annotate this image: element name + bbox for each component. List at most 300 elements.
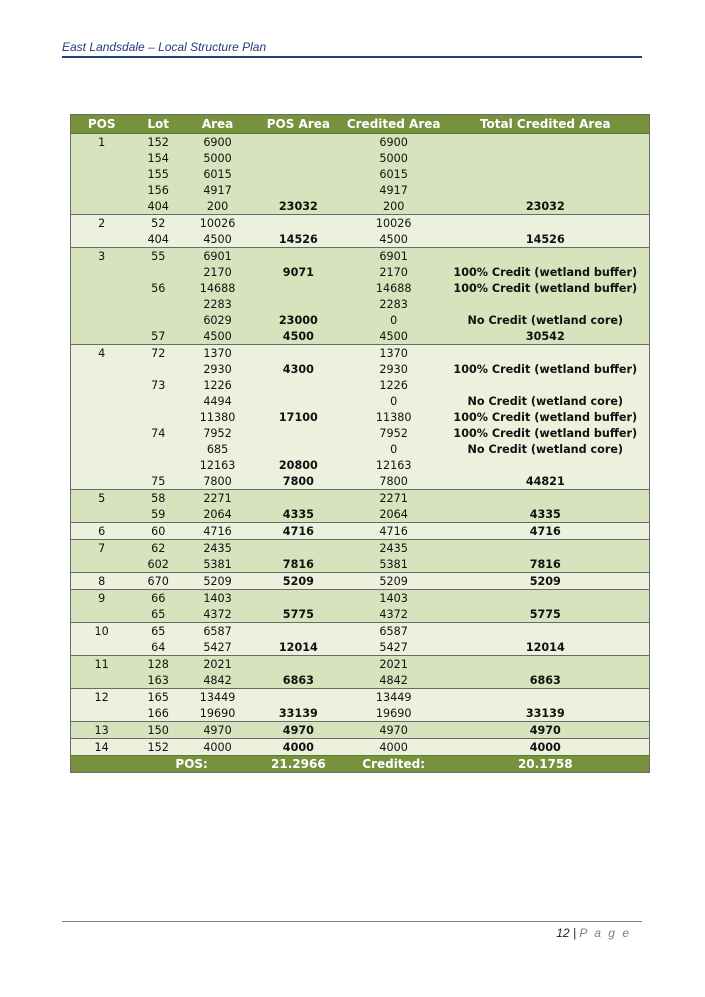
cell-credited-area: 2064 bbox=[346, 506, 442, 523]
column-header-area: Area bbox=[184, 115, 251, 134]
table-row bbox=[71, 409, 650, 425]
table-row bbox=[71, 506, 650, 523]
table-totals bbox=[71, 756, 650, 773]
cell-lot: 154 bbox=[132, 150, 184, 166]
cell-credited-area: 4917 bbox=[346, 182, 442, 198]
cell-pos-area: 12014 bbox=[251, 639, 346, 656]
cell-pos bbox=[71, 393, 133, 409]
pos-group bbox=[71, 739, 650, 756]
table-row bbox=[71, 556, 650, 573]
cell-lot: 163 bbox=[132, 672, 184, 689]
cell-pos: 11 bbox=[71, 656, 133, 673]
cell-credited-area: 0 bbox=[346, 441, 442, 457]
cell-pos: 5 bbox=[71, 490, 133, 507]
cell-pos-area: 7800 bbox=[251, 473, 346, 490]
cell-credited-area: 2271 bbox=[346, 490, 442, 507]
table-row bbox=[71, 590, 650, 607]
cell-total-credited-area: 12014 bbox=[442, 639, 650, 656]
page-footer bbox=[556, 926, 631, 940]
cell-pos-area: 9071 bbox=[251, 264, 346, 280]
cell-pos-area bbox=[251, 182, 346, 198]
total-credited-label: Credited: bbox=[346, 756, 442, 773]
cell-lot bbox=[132, 457, 184, 473]
table-row bbox=[71, 441, 650, 457]
cell-pos-area: 4000 bbox=[251, 739, 346, 756]
cell-pos bbox=[71, 264, 133, 280]
cell-total-credited-area bbox=[442, 457, 650, 473]
cell-pos bbox=[71, 457, 133, 473]
cell-credited-area: 6015 bbox=[346, 166, 442, 182]
cell-total-credited-area: 100% Credit (wetland buffer) bbox=[442, 425, 650, 441]
column-header-credited-area: Credited Area bbox=[346, 115, 442, 134]
cell-credited-area: 0 bbox=[346, 312, 442, 328]
cell-lot: 58 bbox=[132, 490, 184, 507]
cell-pos-area: 4335 bbox=[251, 506, 346, 523]
cell-area: 6587 bbox=[184, 623, 251, 640]
cell-pos-area: 17100 bbox=[251, 409, 346, 425]
cell-area: 1403 bbox=[184, 590, 251, 607]
cell-total-credited-area bbox=[442, 296, 650, 312]
pos-group bbox=[71, 656, 650, 689]
table-row bbox=[71, 689, 650, 706]
cell-pos bbox=[71, 506, 133, 523]
cell-area: 200 bbox=[184, 198, 251, 215]
table-row bbox=[71, 540, 650, 557]
table-row bbox=[71, 606, 650, 623]
cell-area: 14688 bbox=[184, 280, 251, 296]
cell-lot bbox=[132, 441, 184, 457]
column-header-lot: Lot bbox=[132, 115, 184, 134]
cell-pos bbox=[71, 182, 133, 198]
cell-credited-area: 0 bbox=[346, 393, 442, 409]
table-row bbox=[71, 134, 650, 151]
cell-credited-area: 1226 bbox=[346, 377, 442, 393]
table-row bbox=[71, 490, 650, 507]
cell-pos-area bbox=[251, 393, 346, 409]
cell-credited-area: 1403 bbox=[346, 590, 442, 607]
table-row bbox=[71, 523, 650, 540]
cell-lot: 156 bbox=[132, 182, 184, 198]
cell-area: 2283 bbox=[184, 296, 251, 312]
cell-total-credited-area bbox=[442, 540, 650, 557]
footer-rule bbox=[62, 921, 642, 922]
cell-pos: 13 bbox=[71, 722, 133, 739]
table-row bbox=[71, 150, 650, 166]
cell-lot: 72 bbox=[132, 345, 184, 362]
cell-area: 1226 bbox=[184, 377, 251, 393]
document-header-title: East Landsdale – Local Structure Plan bbox=[62, 40, 267, 54]
cell-lot: 165 bbox=[132, 689, 184, 706]
cell-pos-area bbox=[251, 689, 346, 706]
table-header bbox=[71, 115, 650, 134]
cell-area: 6901 bbox=[184, 248, 251, 265]
cell-area: 2271 bbox=[184, 490, 251, 507]
cell-pos-area bbox=[251, 377, 346, 393]
cell-pos: 7 bbox=[71, 540, 133, 557]
cell-total-credited-area bbox=[442, 150, 650, 166]
cell-pos-area: 4500 bbox=[251, 328, 346, 345]
total-credited-value: 20.1758 bbox=[442, 756, 650, 773]
cell-pos: 8 bbox=[71, 573, 133, 590]
table-row bbox=[71, 705, 650, 722]
cell-total-credited-area: 100% Credit (wetland buffer) bbox=[442, 361, 650, 377]
cell-pos bbox=[71, 150, 133, 166]
cell-total-credited-area bbox=[442, 166, 650, 182]
cell-lot: 59 bbox=[132, 506, 184, 523]
cell-total-credited-area bbox=[442, 590, 650, 607]
cell-pos bbox=[71, 198, 133, 215]
cell-area: 2930 bbox=[184, 361, 251, 377]
table-row bbox=[71, 280, 650, 296]
cell-total-credited-area: 4335 bbox=[442, 506, 650, 523]
cell-area: 12163 bbox=[184, 457, 251, 473]
cell-credited-area: 2283 bbox=[346, 296, 442, 312]
cell-pos-area: 6863 bbox=[251, 672, 346, 689]
cell-total-credited-area: No Credit (wetland core) bbox=[442, 441, 650, 457]
pos-credit-table bbox=[70, 114, 650, 773]
cell-area: 4917 bbox=[184, 182, 251, 198]
cell-credited-area: 10026 bbox=[346, 215, 442, 232]
cell-total-credited-area: 7816 bbox=[442, 556, 650, 573]
cell-lot: 60 bbox=[132, 523, 184, 540]
cell-area: 2064 bbox=[184, 506, 251, 523]
cell-pos bbox=[71, 705, 133, 722]
pos-group bbox=[71, 134, 650, 215]
cell-credited-area: 2021 bbox=[346, 656, 442, 673]
cell-lot: 66 bbox=[132, 590, 184, 607]
table-row bbox=[71, 722, 650, 739]
cell-pos-area bbox=[251, 656, 346, 673]
cell-pos bbox=[71, 639, 133, 656]
pos-group bbox=[71, 722, 650, 739]
cell-credited-area: 6901 bbox=[346, 248, 442, 265]
cell-total-credited-area bbox=[442, 345, 650, 362]
table-row bbox=[71, 639, 650, 656]
cell-area: 4842 bbox=[184, 672, 251, 689]
cell-pos bbox=[71, 441, 133, 457]
cell-credited-area: 6587 bbox=[346, 623, 442, 640]
cell-pos-area: 7816 bbox=[251, 556, 346, 573]
cell-total-credited-area: 30542 bbox=[442, 328, 650, 345]
cell-lot: 75 bbox=[132, 473, 184, 490]
cell-total-credited-area: 100% Credit (wetland buffer) bbox=[442, 409, 650, 425]
cell-lot: 152 bbox=[132, 134, 184, 151]
cell-lot bbox=[132, 264, 184, 280]
cell-total-credited-area: 6863 bbox=[442, 672, 650, 689]
table-row bbox=[71, 573, 650, 590]
cell-area: 2170 bbox=[184, 264, 251, 280]
cell-credited-area: 7800 bbox=[346, 473, 442, 490]
cell-pos: 12 bbox=[71, 689, 133, 706]
pos-group bbox=[71, 573, 650, 590]
cell-total-credited-area bbox=[442, 490, 650, 507]
cell-total-credited-area bbox=[442, 623, 650, 640]
cell-area: 5209 bbox=[184, 573, 251, 590]
cell-pos-area: 33139 bbox=[251, 705, 346, 722]
cell-area: 11380 bbox=[184, 409, 251, 425]
cell-area: 5427 bbox=[184, 639, 251, 656]
pos-group bbox=[71, 523, 650, 540]
cell-area: 6900 bbox=[184, 134, 251, 151]
cell-credited-area: 5000 bbox=[346, 150, 442, 166]
cell-credited-area: 12163 bbox=[346, 457, 442, 473]
cell-area: 19690 bbox=[184, 705, 251, 722]
cell-pos-area: 4970 bbox=[251, 722, 346, 739]
cell-lot: 52 bbox=[132, 215, 184, 232]
cell-pos-area bbox=[251, 540, 346, 557]
cell-area: 4970 bbox=[184, 722, 251, 739]
cell-pos-area: 14526 bbox=[251, 231, 346, 248]
cell-lot: 74 bbox=[132, 425, 184, 441]
cell-credited-area: 200 bbox=[346, 198, 442, 215]
cell-area: 4000 bbox=[184, 739, 251, 756]
table-row bbox=[71, 739, 650, 756]
cell-total-credited-area: No Credit (wetland core) bbox=[442, 393, 650, 409]
cell-total-credited-area bbox=[442, 689, 650, 706]
cell-credited-area: 2170 bbox=[346, 264, 442, 280]
cell-total-credited-area bbox=[442, 134, 650, 151]
cell-pos-area: 5775 bbox=[251, 606, 346, 623]
cell-credited-area: 19690 bbox=[346, 705, 442, 722]
cell-lot: 64 bbox=[132, 639, 184, 656]
cell-lot: 65 bbox=[132, 606, 184, 623]
cell-pos: 9 bbox=[71, 590, 133, 607]
pos-group bbox=[71, 215, 650, 248]
cell-area: 7800 bbox=[184, 473, 251, 490]
cell-total-credited-area: 44821 bbox=[442, 473, 650, 490]
cell-credited-area: 13449 bbox=[346, 689, 442, 706]
cell-area: 13449 bbox=[184, 689, 251, 706]
cell-lot: 155 bbox=[132, 166, 184, 182]
cell-credited-area: 4842 bbox=[346, 672, 442, 689]
cell-credited-area: 4500 bbox=[346, 231, 442, 248]
cell-pos bbox=[71, 377, 133, 393]
table-row bbox=[71, 264, 650, 280]
cell-total-credited-area bbox=[442, 248, 650, 265]
pos-group bbox=[71, 689, 650, 722]
column-header-pos: POS bbox=[71, 115, 133, 134]
cell-pos bbox=[71, 361, 133, 377]
cell-total-credited-area: 14526 bbox=[442, 231, 650, 248]
cell-area: 7952 bbox=[184, 425, 251, 441]
cell-area: 6015 bbox=[184, 166, 251, 182]
cell-credited-area: 5427 bbox=[346, 639, 442, 656]
pos-group bbox=[71, 540, 650, 573]
cell-lot: 55 bbox=[132, 248, 184, 265]
cell-lot: 404 bbox=[132, 231, 184, 248]
cell-pos-area bbox=[251, 345, 346, 362]
cell-total-credited-area: 4970 bbox=[442, 722, 650, 739]
cell-pos-area bbox=[251, 590, 346, 607]
table-row bbox=[71, 166, 650, 182]
cell-credited-area: 2930 bbox=[346, 361, 442, 377]
cell-area: 4500 bbox=[184, 328, 251, 345]
cell-pos-area bbox=[251, 623, 346, 640]
page-word: P a g e bbox=[579, 926, 631, 940]
pos-group bbox=[71, 623, 650, 656]
table-row bbox=[71, 231, 650, 248]
table-row bbox=[71, 361, 650, 377]
cell-pos bbox=[71, 425, 133, 441]
cell-pos-area: 4716 bbox=[251, 523, 346, 540]
cell-lot bbox=[132, 409, 184, 425]
table-row bbox=[71, 345, 650, 362]
table-row bbox=[71, 425, 650, 441]
cell-pos bbox=[71, 409, 133, 425]
cell-credited-area: 4372 bbox=[346, 606, 442, 623]
cell-total-credited-area: 100% Credit (wetland buffer) bbox=[442, 264, 650, 280]
cell-total-credited-area bbox=[442, 656, 650, 673]
cell-pos bbox=[71, 231, 133, 248]
cell-pos-area: 20800 bbox=[251, 457, 346, 473]
cell-lot: 670 bbox=[132, 573, 184, 590]
cell-total-credited-area: No Credit (wetland core) bbox=[442, 312, 650, 328]
table-row bbox=[71, 623, 650, 640]
cell-pos bbox=[71, 312, 133, 328]
cell-total-credited-area: 100% Credit (wetland buffer) bbox=[442, 280, 650, 296]
cell-area: 4494 bbox=[184, 393, 251, 409]
cell-total-credited-area: 5775 bbox=[442, 606, 650, 623]
table-row bbox=[71, 296, 650, 312]
cell-lot: 150 bbox=[132, 722, 184, 739]
cell-lot: 56 bbox=[132, 280, 184, 296]
cell-lot: 57 bbox=[132, 328, 184, 345]
cell-pos: 10 bbox=[71, 623, 133, 640]
cell-area: 2435 bbox=[184, 540, 251, 557]
cell-area: 5381 bbox=[184, 556, 251, 573]
total-pos-label: POS: bbox=[132, 756, 251, 773]
cell-pos: 3 bbox=[71, 248, 133, 265]
cell-pos-area: 23032 bbox=[251, 198, 346, 215]
cell-credited-area: 14688 bbox=[346, 280, 442, 296]
cell-area: 10026 bbox=[184, 215, 251, 232]
cell-credited-area: 4716 bbox=[346, 523, 442, 540]
cell-pos bbox=[71, 672, 133, 689]
cell-pos: 6 bbox=[71, 523, 133, 540]
table-row bbox=[71, 312, 650, 328]
cell-lot bbox=[132, 312, 184, 328]
cell-credited-area: 7952 bbox=[346, 425, 442, 441]
column-header-total-credited-area: Total Credited Area bbox=[442, 115, 650, 134]
cell-lot: 73 bbox=[132, 377, 184, 393]
cell-area: 6029 bbox=[184, 312, 251, 328]
pos-group bbox=[71, 248, 650, 345]
cell-pos-area bbox=[251, 490, 346, 507]
table-row bbox=[71, 248, 650, 265]
cell-pos bbox=[71, 606, 133, 623]
pos-group bbox=[71, 490, 650, 523]
cell-credited-area: 5209 bbox=[346, 573, 442, 590]
column-header-pos-area: POS Area bbox=[251, 115, 346, 134]
cell-pos-area bbox=[251, 150, 346, 166]
cell-total-credited-area bbox=[442, 215, 650, 232]
cell-lot: 404 bbox=[132, 198, 184, 215]
cell-lot bbox=[132, 361, 184, 377]
cell-pos-area bbox=[251, 425, 346, 441]
page-separator: | bbox=[572, 926, 577, 940]
totals-row bbox=[71, 756, 650, 773]
cell-pos-area bbox=[251, 248, 346, 265]
table-row bbox=[71, 198, 650, 215]
cell-pos-area bbox=[251, 280, 346, 296]
pos-group bbox=[71, 590, 650, 623]
cell-pos bbox=[71, 328, 133, 345]
cell-lot: 62 bbox=[132, 540, 184, 557]
cell-area: 1370 bbox=[184, 345, 251, 362]
cell-total-credited-area bbox=[442, 182, 650, 198]
table-row bbox=[71, 656, 650, 673]
cell-pos-area: 4300 bbox=[251, 361, 346, 377]
cell-pos: 1 bbox=[71, 134, 133, 151]
cell-pos-area bbox=[251, 441, 346, 457]
cell-credited-area: 4000 bbox=[346, 739, 442, 756]
table-row bbox=[71, 328, 650, 345]
cell-pos-area bbox=[251, 215, 346, 232]
header-rule bbox=[62, 56, 642, 58]
cell-credited-area: 2435 bbox=[346, 540, 442, 557]
cell-pos: 2 bbox=[71, 215, 133, 232]
cell-pos bbox=[71, 280, 133, 296]
cell-lot bbox=[132, 296, 184, 312]
total-pos-value: 21.2966 bbox=[251, 756, 346, 773]
cell-lot: 65 bbox=[132, 623, 184, 640]
cell-area: 4716 bbox=[184, 523, 251, 540]
table-row bbox=[71, 377, 650, 393]
cell-total-credited-area bbox=[442, 377, 650, 393]
cell-credited-area: 4970 bbox=[346, 722, 442, 739]
cell-lot: 152 bbox=[132, 739, 184, 756]
pos-group bbox=[71, 345, 650, 490]
cell-pos bbox=[71, 296, 133, 312]
cell-pos-area bbox=[251, 296, 346, 312]
cell-lot: 602 bbox=[132, 556, 184, 573]
cell-total-credited-area: 5209 bbox=[442, 573, 650, 590]
cell-lot: 128 bbox=[132, 656, 184, 673]
cell-pos bbox=[71, 166, 133, 182]
cell-pos-area bbox=[251, 134, 346, 151]
cell-credited-area: 1370 bbox=[346, 345, 442, 362]
page-number: 12 bbox=[556, 926, 570, 940]
cell-lot bbox=[132, 393, 184, 409]
cell-credited-area: 5381 bbox=[346, 556, 442, 573]
cell-pos: 14 bbox=[71, 739, 133, 756]
cell-pos bbox=[71, 556, 133, 573]
cell-total-credited-area: 33139 bbox=[442, 705, 650, 722]
cell-credited-area: 11380 bbox=[346, 409, 442, 425]
cell-pos-area bbox=[251, 166, 346, 182]
cell-total-credited-area: 23032 bbox=[442, 198, 650, 215]
cell-total-credited-area: 4000 bbox=[442, 739, 650, 756]
cell-area: 2021 bbox=[184, 656, 251, 673]
cell-lot: 166 bbox=[132, 705, 184, 722]
table-row bbox=[71, 672, 650, 689]
table-header-row bbox=[71, 115, 650, 134]
table-row bbox=[71, 473, 650, 490]
cell-area: 4372 bbox=[184, 606, 251, 623]
cell-credited-area: 4500 bbox=[346, 328, 442, 345]
table-row bbox=[71, 457, 650, 473]
cell-pos-area: 5209 bbox=[251, 573, 346, 590]
totals-spacer bbox=[71, 756, 133, 773]
cell-area: 5000 bbox=[184, 150, 251, 166]
table-row bbox=[71, 182, 650, 198]
table-row bbox=[71, 393, 650, 409]
cell-pos: 4 bbox=[71, 345, 133, 362]
cell-pos bbox=[71, 473, 133, 490]
cell-area: 685 bbox=[184, 441, 251, 457]
table-row bbox=[71, 215, 650, 232]
cell-credited-area: 6900 bbox=[346, 134, 442, 151]
